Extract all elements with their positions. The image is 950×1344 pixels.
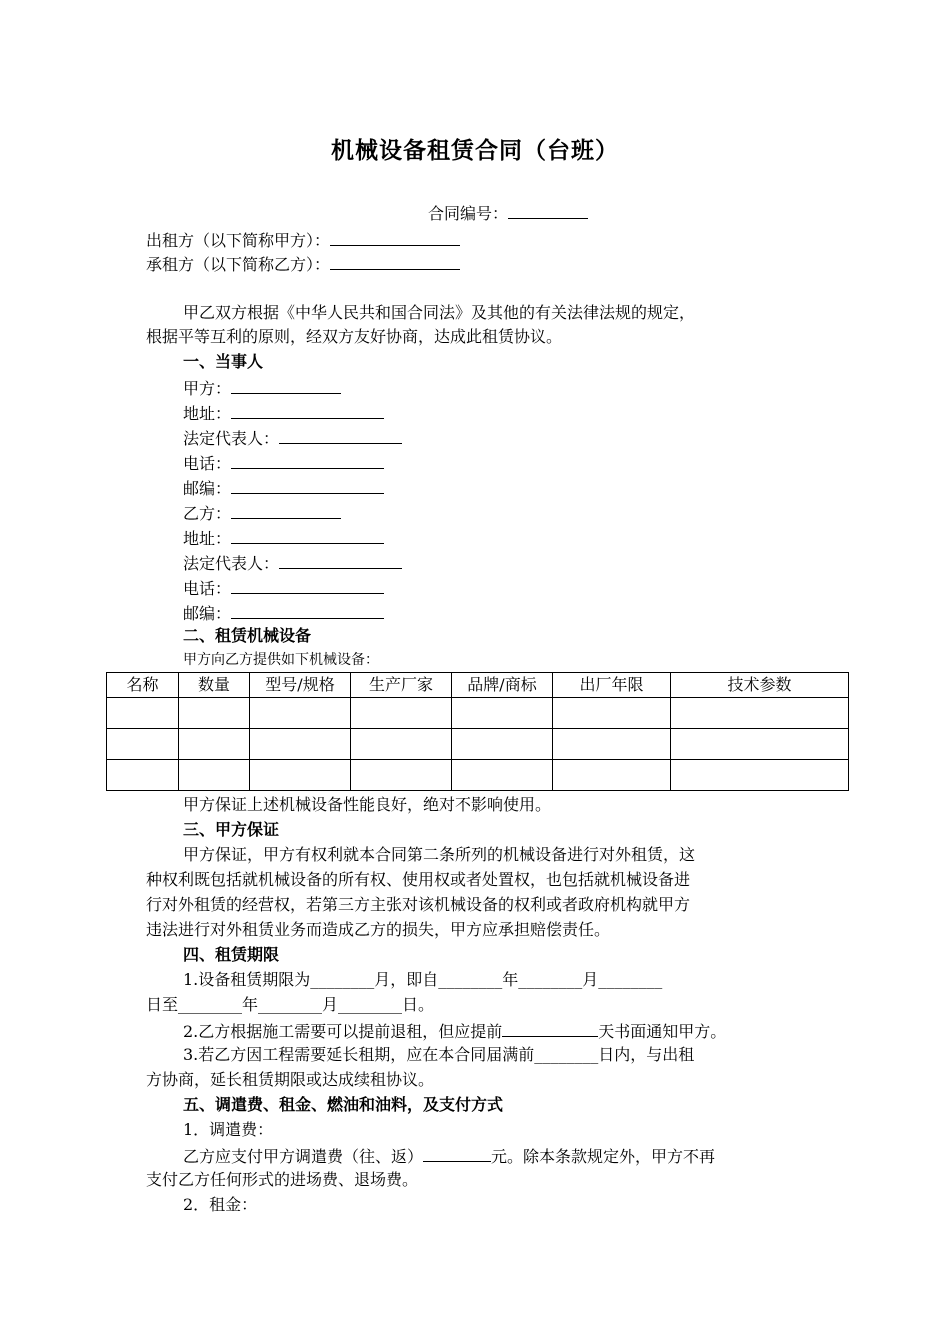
phone-b-blank[interactable] (231, 575, 384, 594)
table-cell[interactable] (107, 698, 179, 729)
zip-a-label: 邮编： (183, 479, 232, 498)
zip-b-blank[interactable] (231, 600, 384, 619)
phone-a-label: 电话： (183, 454, 232, 473)
section2-after-table: 甲方保证上述机械设备性能良好，绝对不影响使用。 (183, 795, 552, 814)
rep-b-blank[interactable] (279, 550, 402, 569)
section4-item1-line-1: 1.设备租赁期限为________月，即自________年________月________ (183, 970, 663, 989)
table-cell[interactable] (179, 729, 250, 760)
section5-item1: 1．调遣费： (183, 1120, 274, 1139)
section2-intro: 甲方向乙方提供如下机械设备： (183, 652, 379, 668)
address-b-blank[interactable] (231, 525, 384, 544)
table-cell[interactable] (250, 760, 351, 791)
table-cell[interactable] (250, 729, 351, 760)
phone-b-label: 电话： (183, 579, 232, 598)
intro-line-2: 根据平等互利的原则，经双方友好协商，达成此租赁协议。 (146, 327, 563, 346)
table-cell[interactable] (553, 729, 671, 760)
address-a-blank[interactable] (231, 400, 384, 419)
section4-item3-line-1: 3.若乙方因工程需要延长租期，应在本合同届满前________日内，与出租 (183, 1045, 695, 1064)
rep-a-label: 法定代表人： (183, 429, 280, 448)
table-cell[interactable] (351, 698, 452, 729)
lessor-blank[interactable] (330, 227, 460, 246)
table-cell[interactable] (452, 698, 553, 729)
table-row (107, 698, 849, 729)
phone-b-line (183, 575, 384, 599)
table-cell[interactable] (351, 760, 452, 791)
table-cell[interactable] (351, 729, 452, 760)
table-header-cell: 出厂年限 (553, 673, 671, 698)
table-cell[interactable] (452, 729, 553, 760)
lessor-label: 出租方（以下简称甲方）： (146, 231, 331, 250)
table-row (107, 729, 849, 760)
section5-item1-line-2: 支付乙方任何形式的进场费、退场费。 (146, 1170, 419, 1189)
rep-a-blank[interactable] (279, 425, 402, 444)
section5-heading: 五、调遣费、租金、燃油和油料，及支付方式 (183, 1095, 504, 1114)
party-b-blank[interactable] (231, 500, 341, 519)
section4-item3-line-2: 方协商，延长租赁期限或达成续租协议。 (146, 1070, 435, 1089)
section4-heading: 四、租赁期限 (183, 945, 280, 964)
address-a-line (183, 400, 384, 424)
party-a-blank[interactable] (231, 375, 341, 394)
address-a-label: 地址： (183, 404, 232, 423)
dispatch-fee-suffix: 元。除本条款规定外，甲方不再 (491, 1147, 716, 1166)
table-cell[interactable] (452, 760, 553, 791)
zip-a-line (183, 475, 384, 499)
section5-item2: 2．租金： (183, 1195, 258, 1214)
table-header-cell: 生产厂家 (351, 673, 452, 698)
table-cell[interactable] (671, 729, 849, 760)
section1-heading: 一、当事人 (183, 352, 264, 371)
table-cell[interactable] (553, 760, 671, 791)
table-header-cell: 型号/规格 (250, 673, 351, 698)
page-title: 机械设备租赁合同（台班） (331, 137, 619, 164)
table-cell[interactable] (107, 729, 179, 760)
table-header-cell: 名称 (107, 673, 179, 698)
phone-a-line (183, 450, 384, 474)
party-a-label: 甲方： (183, 379, 232, 398)
table-cell[interactable] (553, 698, 671, 729)
dispatch-fee-blank[interactable] (423, 1143, 491, 1162)
section4-item2-suffix: 天书面通知甲方。 (598, 1022, 727, 1041)
table-header-row (107, 673, 849, 698)
phone-a-blank[interactable] (231, 450, 384, 469)
section4-item2 (183, 1018, 726, 1042)
lessee-line (146, 251, 460, 275)
section2-heading: 二、租赁机械设备 (183, 626, 312, 645)
table-cell[interactable] (250, 698, 351, 729)
notice-days-blank[interactable] (502, 1018, 598, 1037)
section3-heading: 三、甲方保证 (183, 820, 280, 839)
intro-line-1: 甲乙双方根据《中华人民共和国合同法》及其他的有关法律法规的规定， (183, 303, 696, 322)
rep-b-line (183, 550, 402, 574)
table-cell[interactable] (107, 760, 179, 791)
contract-number-blank[interactable] (508, 200, 588, 219)
table-cell[interactable] (179, 760, 250, 791)
section3-line-1: 甲方保证，甲方有权利就本合同第二条所列的机械设备进行对外租赁，这 (183, 845, 696, 864)
section3-line-4: 违法进行对外租赁业务而造成乙方的损失，甲方应承担赔偿责任。 (146, 920, 611, 939)
table-cell[interactable] (671, 760, 849, 791)
section4-item2-prefix: 2.乙方根据施工需要可以提前退租，但应提前 (183, 1022, 503, 1041)
address-b-line (183, 525, 384, 549)
lessee-blank[interactable] (330, 251, 460, 270)
address-b-label: 地址： (183, 529, 232, 548)
section3-line-2: 种权利既包括就机械设备的所有权、使用权或者处置权，也包括就机械设备进 (146, 870, 691, 889)
table-header-cell: 数量 (179, 673, 250, 698)
table-row (107, 760, 849, 791)
lessor-line (146, 227, 460, 251)
table-cell[interactable] (179, 698, 250, 729)
dispatch-fee-prefix: 乙方应支付甲方调遣费（往、返） (183, 1147, 424, 1166)
party-b-line (183, 500, 341, 524)
rep-a-line (183, 425, 402, 449)
party-b-label: 乙方： (183, 504, 232, 523)
contract-number (428, 200, 588, 224)
table-header-cell: 技术参数 (671, 673, 849, 698)
table-header-cell: 品牌/商标 (452, 673, 553, 698)
section4-item1-line-2: 日至________年________月________日。 (146, 995, 435, 1014)
party-a-line (183, 375, 341, 399)
zip-a-blank[interactable] (231, 475, 384, 494)
zip-b-line (183, 600, 384, 624)
equipment-table (106, 672, 849, 791)
contract-number-label: 合同编号： (428, 204, 509, 223)
zip-b-label: 邮编： (183, 604, 232, 623)
section3-line-3: 行对外租赁的经营权，若第三方主张对该机械设备的权利或者政府机构就甲方 (146, 895, 691, 914)
section5-item1-text (183, 1143, 715, 1167)
table-cell[interactable] (671, 698, 849, 729)
lessee-label: 承租方（以下简称乙方）： (146, 255, 331, 274)
rep-b-label: 法定代表人： (183, 554, 280, 573)
